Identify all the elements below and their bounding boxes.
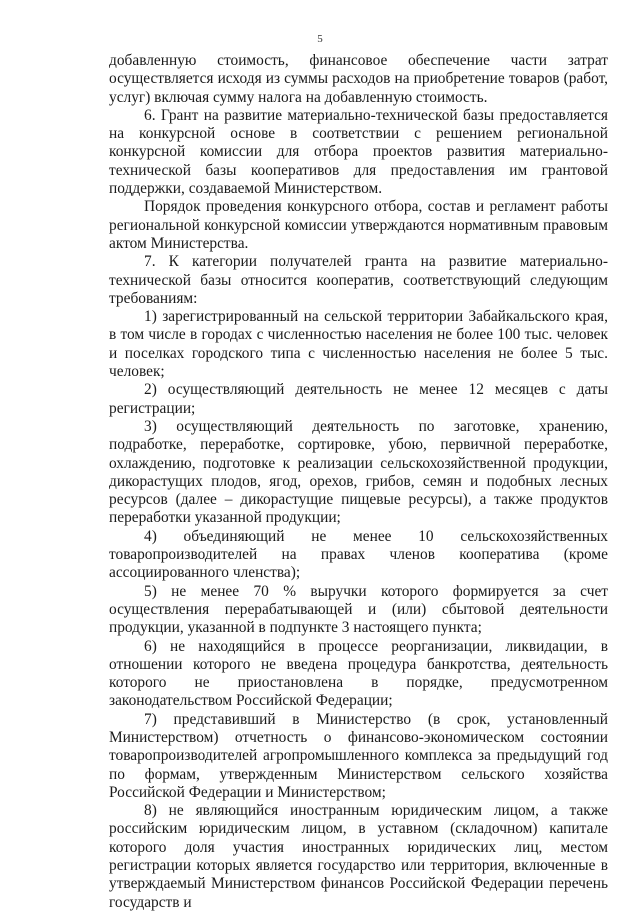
paragraph-subitem-7: 7) представивший в Министерство (в срок, установленный Министерством) отчетность о финансово-экономическом состоянии товаропроизводителей агропромышленного комплекса за предыдущий год по формам, утвержденным Министерством сельского хозяйства Российской Федерации и Министерством; [109, 710, 608, 801]
page-number: 5 [317, 33, 323, 45]
paragraph-competition-procedure: Порядок проведения конкурсного отбора, состав и регламент работы региональной конкурсной комиссии утверждаются нормативным правовым актом Министерства. [109, 198, 608, 252]
paragraph-subitem-3: 3) осуществляющий деятельность по заготовке, хранению, подработке, переработке, сортировке, убою, первичной переработке, охлаждению, подготовке к реализации сельскохозяйственной продукции, дикорастущих плодов, ягод, орехов, грибов, семян и подобных лесных ресурсов (далее – дикорастущие пищевые ресурсы), а также продуктов переработки указанной продукции; [109, 417, 608, 527]
paragraph-subitem-4: 4) объединяющий не менее 10 сельскохозяйственных товаропроизводителей на правах членов кооператива (кроме ассоциированного членства); [109, 527, 608, 582]
document-body [109, 52, 608, 912]
paragraph-item-6-grant: 6. Грант на развитие материально-технической базы предоставляется на конкурсной основе в соответствии с решением региональной конкурсной комиссии для отбора проектов развития материально-технической базы кооперативов для предоставления им грантовой поддержки, создаваемой Министерством. [109, 106, 608, 198]
paragraph-subitem-5: 5) не менее 70 % выручки которого формируется за счет осуществления перерабатывающей и (или) сбытовой деятельности продукции, указанной в подпункте 3 настоящего пункта; [109, 582, 608, 637]
paragraph-subitem-1: 1) зарегистрированный на сельской территории Забайкальского края, в том числе в городах с численностью населения не более 100 тыс. человек и поселках городского типа с численностью населения не более 5 тыс. человек; [109, 308, 608, 381]
paragraph-subitem-2: 2) осуществляющий деятельность не менее 12 месяцев с даты регистрации; [109, 381, 608, 417]
paragraph-vat-continuation: добавленную стоимость, финансовое обеспечение части затрат осуществляется исходя из суммы расходов на приобретение товаров (работ, услуг) включая сумму налога на добавленную стоимость. [109, 52, 608, 106]
paragraph-subitem-6: 6) не находящийся в процессе реорганизации, ликвидации, в отношении которого не введена процедура банкротства, деятельность которого не приостановлена в порядке, предусмотренном законодательством Российской Федерации; [109, 637, 608, 710]
paragraph-item-7-recipients: 7. К категории получателей гранта на развитие материально-технической базы относится кооператив, соответствующий следующим требованиям: [109, 253, 608, 307]
paragraph-subitem-8: 8) не являющийся иностранным юридическим лицом, а также российским юридическим лицом, в уставном (складочном) капитале которого доля участия иностранных юридических лиц, местом регистрации которых является государство или территория, включенные в утверждаемый Министерством финансов Российской Федерации перечень государств и [109, 802, 608, 911]
